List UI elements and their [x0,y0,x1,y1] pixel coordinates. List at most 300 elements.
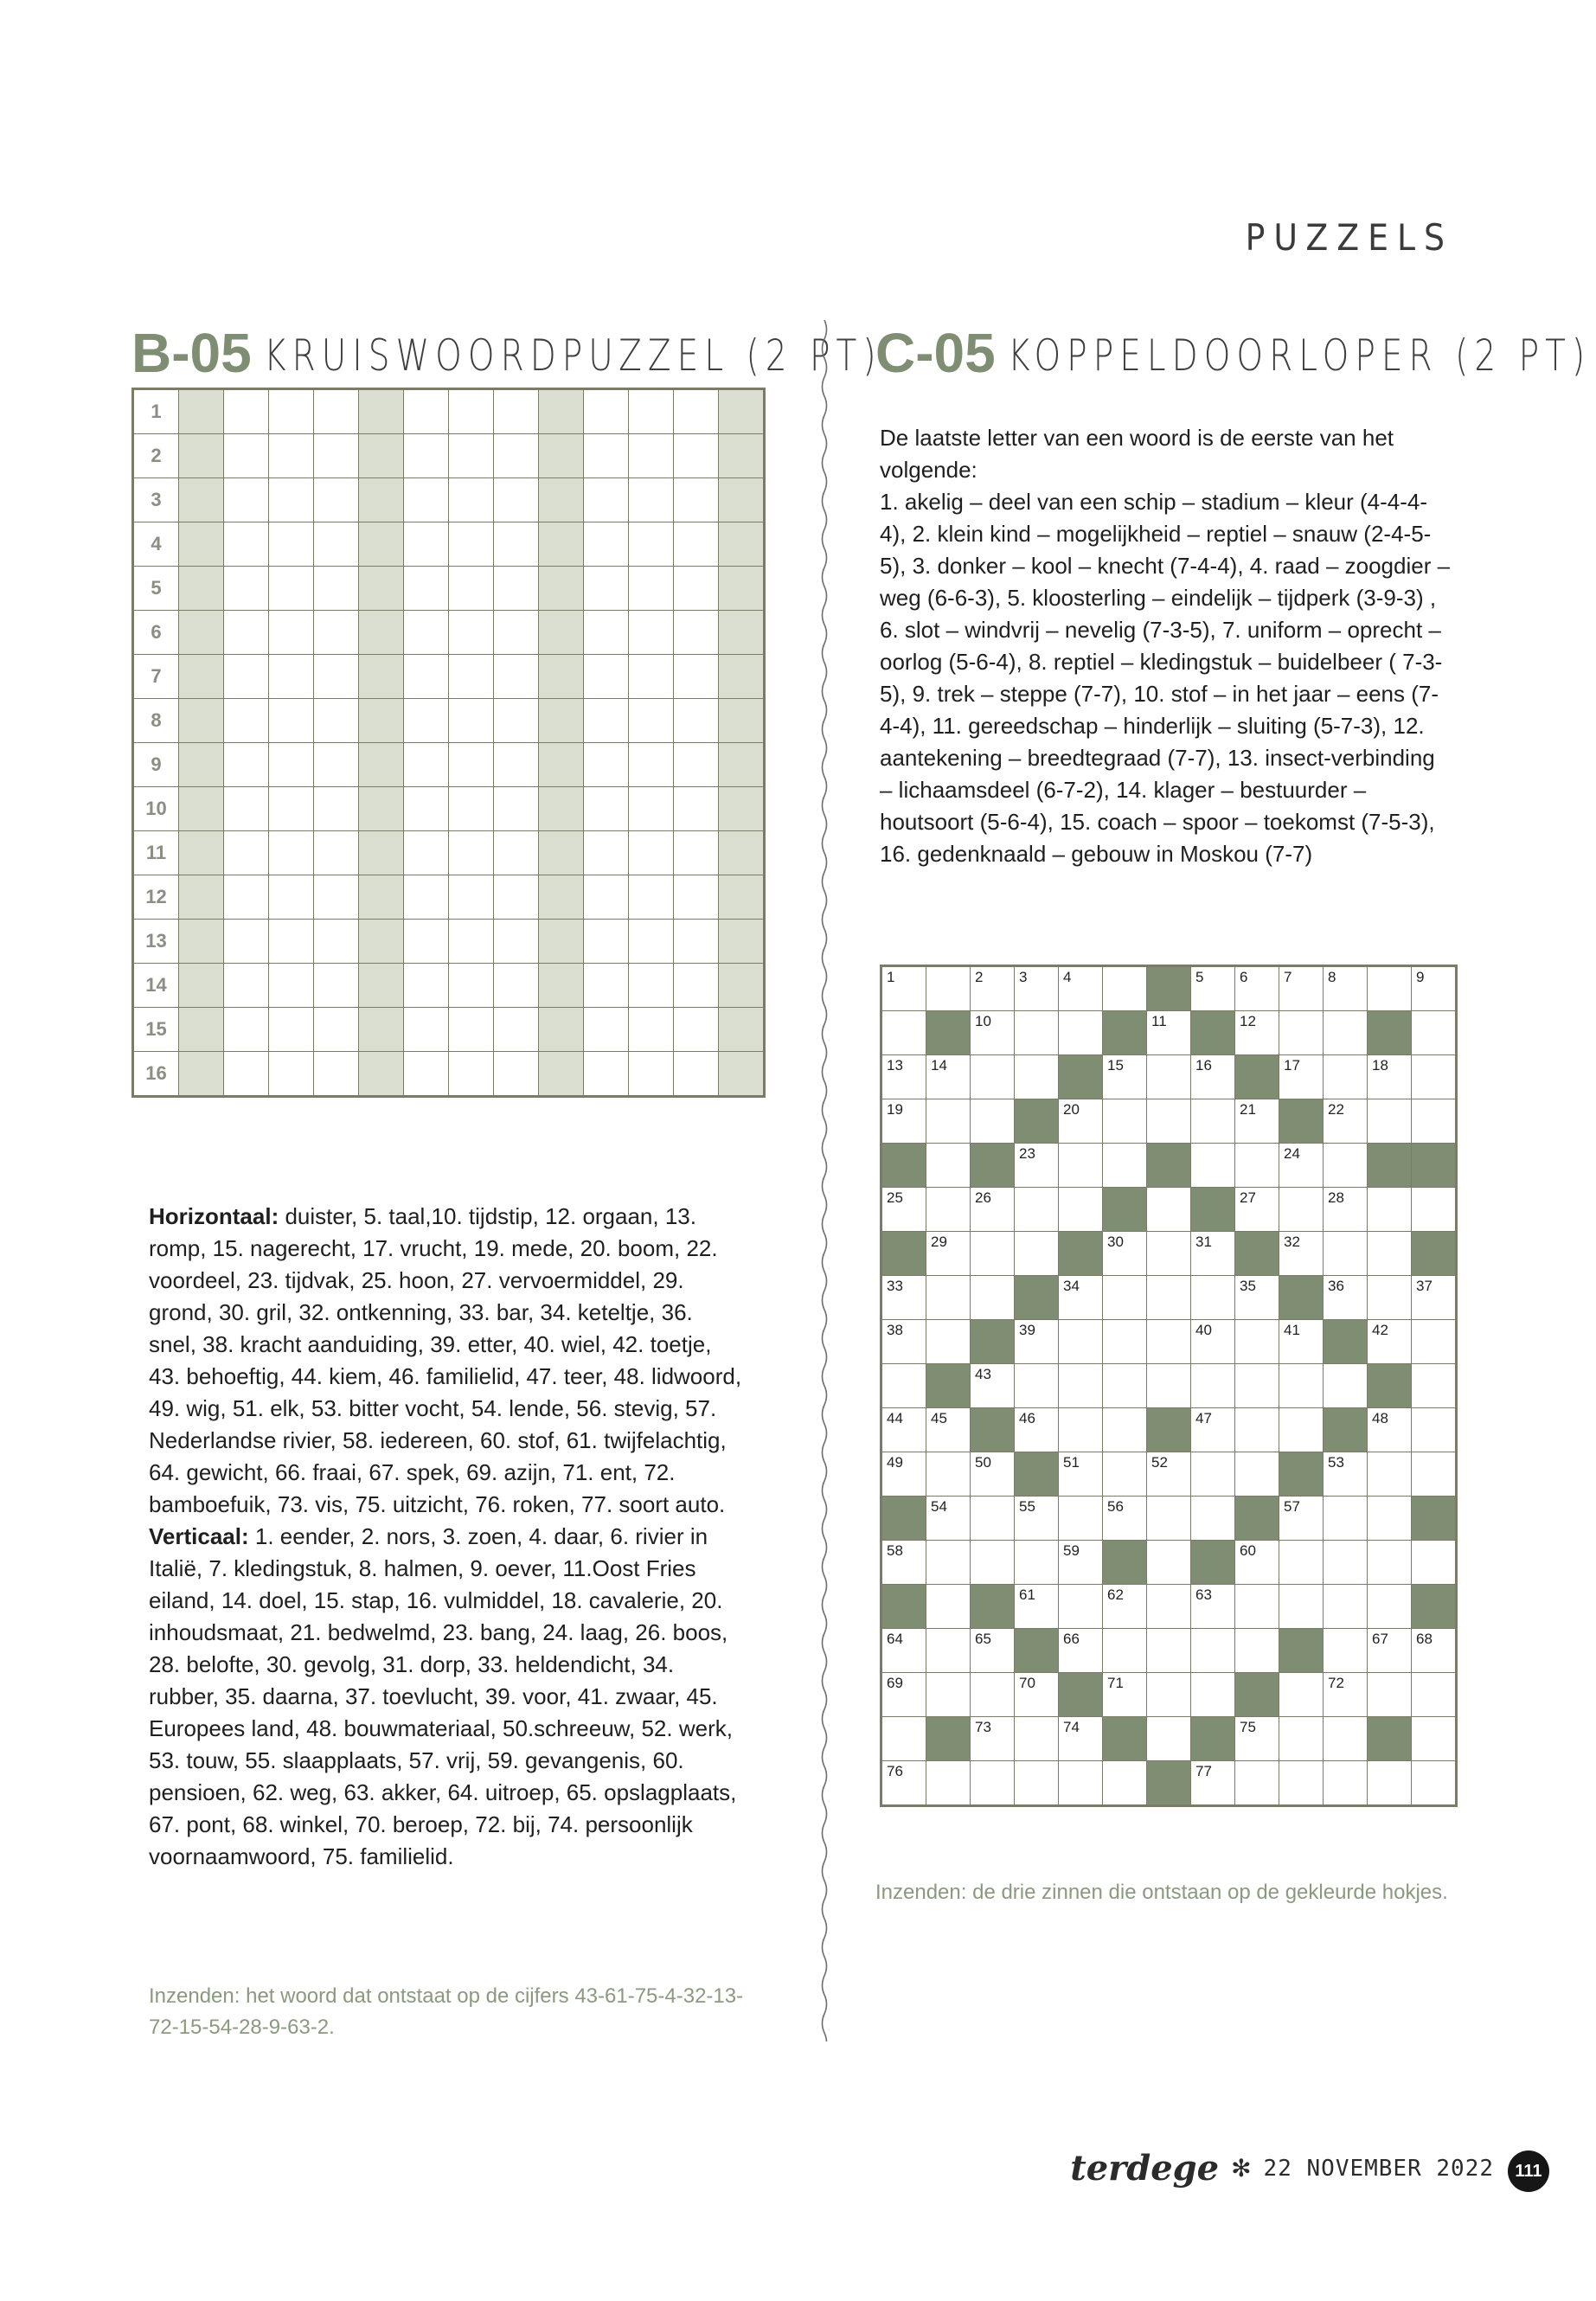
grid-cell[interactable] [1059,1452,1103,1497]
grid-cell[interactable] [1147,1673,1191,1717]
grid-cell[interactable] [404,699,449,743]
grid-cell[interactable] [494,478,539,522]
grid-cell[interactable] [1235,1364,1279,1408]
colored-cell[interactable] [1059,1232,1103,1276]
grid-cell[interactable] [1059,1320,1103,1364]
grid-cell[interactable] [404,743,449,787]
grid-cell[interactable] [494,390,539,434]
shaded-cell[interactable] [359,1008,404,1052]
grid-cell[interactable] [971,1011,1015,1055]
colored-cell[interactable] [1103,1188,1147,1232]
grid-cell[interactable] [1103,1629,1147,1673]
shaded-cell[interactable] [179,964,224,1008]
grid-cell[interactable] [882,1276,926,1320]
grid-cell[interactable] [494,611,539,655]
colored-cell[interactable] [1368,1144,1412,1188]
grid-cell[interactable] [1279,1717,1324,1761]
grid-cell[interactable] [882,1011,926,1055]
grid-cell[interactable] [1368,1232,1412,1276]
grid-cell[interactable] [494,699,539,743]
colored-cell[interactable] [1235,1497,1279,1541]
grid-cell[interactable] [314,1052,359,1096]
shaded-cell[interactable] [359,743,404,787]
grid-cell[interactable] [882,1629,926,1673]
grid-cell[interactable] [1368,967,1412,1011]
shaded-cell[interactable] [539,875,584,920]
grid-cell[interactable] [926,1188,971,1232]
grid-cell[interactable] [1235,967,1279,1011]
colored-cell[interactable] [1191,1717,1235,1761]
grid-cell[interactable] [1191,1761,1235,1805]
grid-cell[interactable] [269,831,314,875]
grid-cell[interactable] [1412,1408,1456,1452]
colored-cell[interactable] [1147,967,1191,1011]
grid-cell[interactable] [1147,1717,1191,1761]
shaded-cell[interactable] [539,1052,584,1096]
shaded-cell[interactable] [539,434,584,478]
grid-cell[interactable] [1015,1144,1059,1188]
grid-cell[interactable] [224,522,269,567]
grid-cell[interactable] [1191,1364,1235,1408]
grid-cell[interactable] [971,967,1015,1011]
grid-cell[interactable] [1235,1320,1279,1364]
grid-cell[interactable] [1235,1144,1279,1188]
grid-cell[interactable] [494,787,539,831]
grid-cell[interactable] [224,699,269,743]
grid-cell[interactable] [629,787,674,831]
grid-cell[interactable] [1103,1408,1147,1452]
shaded-cell[interactable] [539,655,584,699]
grid-cell[interactable] [926,1541,971,1585]
grid-cell[interactable] [449,522,494,567]
grid-cell[interactable] [224,743,269,787]
grid-cell[interactable] [314,964,359,1008]
grid-cell[interactable] [269,964,314,1008]
grid-cell[interactable] [1412,1452,1456,1497]
grid-cell[interactable] [1279,1408,1324,1452]
grid-cell[interactable] [1059,1364,1103,1408]
grid-cell[interactable] [314,390,359,434]
colored-cell[interactable] [882,1232,926,1276]
grid-cell[interactable] [882,967,926,1011]
grid-cell[interactable] [404,875,449,920]
grid-cell[interactable] [971,1673,1015,1717]
grid-cell[interactable] [449,390,494,434]
grid-cell[interactable] [1412,1055,1456,1099]
grid-cell[interactable] [971,1055,1015,1099]
grid-cell[interactable] [224,964,269,1008]
shaded-cell[interactable] [179,655,224,699]
grid-cell[interactable] [269,478,314,522]
grid-cell[interactable] [1015,967,1059,1011]
grid-cell[interactable] [494,875,539,920]
colored-cell[interactable] [1368,1717,1412,1761]
grid-cell[interactable] [971,1276,1015,1320]
grid-cell[interactable] [1412,1320,1456,1364]
grid-cell[interactable] [224,1008,269,1052]
shaded-cell[interactable] [179,1052,224,1096]
grid-cell[interactable] [882,1541,926,1585]
grid-cell[interactable] [674,1052,719,1096]
grid-cell[interactable] [494,1008,539,1052]
grid-cell[interactable] [1279,1011,1324,1055]
grid-cell[interactable] [1368,1585,1412,1629]
grid-cell[interactable] [1015,1761,1059,1805]
grid-cell[interactable] [674,743,719,787]
grid-cell[interactable] [1368,1408,1412,1452]
shaded-cell[interactable] [359,522,404,567]
grid-cell[interactable] [1015,1585,1059,1629]
grid-cell[interactable] [1368,1673,1412,1717]
grid-cell[interactable] [1015,1408,1059,1452]
grid-cell[interactable] [629,964,674,1008]
grid-cell[interactable] [1235,1761,1279,1805]
grid-cell[interactable] [314,787,359,831]
grid-cell[interactable] [1147,1099,1191,1144]
grid-cell[interactable] [584,743,629,787]
shaded-cell[interactable] [719,434,764,478]
grid-cell[interactable] [449,875,494,920]
grid-cell[interactable] [629,1052,674,1096]
grid-cell[interactable] [1015,1188,1059,1232]
shaded-cell[interactable] [359,611,404,655]
grid-cell[interactable] [1235,1452,1279,1497]
colored-cell[interactable] [1279,1276,1324,1320]
grid-cell[interactable] [971,1452,1015,1497]
grid-cell[interactable] [1279,1188,1324,1232]
grid-cell[interactable] [926,1408,971,1452]
grid-cell[interactable] [1412,1188,1456,1232]
shaded-cell[interactable] [359,478,404,522]
grid-cell[interactable] [1279,1144,1324,1188]
shaded-cell[interactable] [179,699,224,743]
grid-cell[interactable] [314,831,359,875]
grid-cell[interactable] [1191,1452,1235,1497]
grid-cell[interactable] [494,434,539,478]
grid-cell[interactable] [674,611,719,655]
shaded-cell[interactable] [179,875,224,920]
colored-cell[interactable] [1235,1055,1279,1099]
grid-cell[interactable] [404,1008,449,1052]
grid-cell[interactable] [1324,1276,1368,1320]
grid-cell[interactable] [882,1673,926,1717]
grid-cell[interactable] [882,1717,926,1761]
grid-cell[interactable] [224,875,269,920]
shaded-cell[interactable] [539,743,584,787]
grid-cell[interactable] [971,1629,1015,1673]
grid-cell[interactable] [1103,1364,1147,1408]
grid-cell[interactable] [1059,1188,1103,1232]
grid-cell[interactable] [314,434,359,478]
grid-cell[interactable] [1059,1629,1103,1673]
grid-cell[interactable] [629,1008,674,1052]
grid-cell[interactable] [224,920,269,964]
grid-cell[interactable] [1015,1497,1059,1541]
colored-cell[interactable] [1191,1188,1235,1232]
grid-cell[interactable] [1103,967,1147,1011]
grid-cell[interactable] [1015,1320,1059,1364]
grid-cell[interactable] [1324,1761,1368,1805]
colored-cell[interactable] [1015,1629,1059,1673]
grid-cell[interactable] [674,964,719,1008]
shaded-cell[interactable] [539,611,584,655]
grid-cell[interactable] [674,699,719,743]
shaded-cell[interactable] [539,831,584,875]
grid-cell[interactable] [224,787,269,831]
grid-cell[interactable] [629,567,674,611]
grid-cell[interactable] [404,787,449,831]
shaded-cell[interactable] [719,831,764,875]
grid-cell[interactable] [674,390,719,434]
grid-cell[interactable] [1368,1761,1412,1805]
grid-cell[interactable] [1015,1055,1059,1099]
shaded-cell[interactable] [719,787,764,831]
grid-cell[interactable] [1147,1364,1191,1408]
grid-cell[interactable] [1059,1585,1103,1629]
colored-cell[interactable] [1368,1011,1412,1055]
grid-cell[interactable] [1412,1541,1456,1585]
grid-cell[interactable] [269,611,314,655]
grid-cell[interactable] [584,567,629,611]
grid-cell[interactable] [494,567,539,611]
grid-cell[interactable] [1059,1717,1103,1761]
grid-cell[interactable] [1412,967,1456,1011]
grid-cell[interactable] [629,699,674,743]
shaded-cell[interactable] [719,655,764,699]
shaded-cell[interactable] [719,875,764,920]
grid-cell[interactable] [674,434,719,478]
grid-cell[interactable] [1324,1717,1368,1761]
grid-cell[interactable] [1191,1629,1235,1673]
grid-cell[interactable] [1103,1761,1147,1805]
grid-cell[interactable] [1412,1673,1456,1717]
grid-cell[interactable] [926,1276,971,1320]
shaded-cell[interactable] [539,478,584,522]
colored-cell[interactable] [882,1585,926,1629]
grid-cell[interactable] [1103,1497,1147,1541]
grid-cell[interactable] [224,831,269,875]
grid-cell[interactable] [674,787,719,831]
colored-cell[interactable] [971,1144,1015,1188]
colored-cell[interactable] [971,1320,1015,1364]
grid-cell[interactable] [449,1008,494,1052]
grid-cell[interactable] [926,1320,971,1364]
grid-cell[interactable] [1191,1099,1235,1144]
grid-cell[interactable] [1368,1276,1412,1320]
shaded-cell[interactable] [719,699,764,743]
colored-cell[interactable] [1147,1144,1191,1188]
shaded-cell[interactable] [179,390,224,434]
grid-cell[interactable] [1059,967,1103,1011]
grid-cell[interactable] [882,1099,926,1144]
grid-cell[interactable] [1059,1276,1103,1320]
shaded-cell[interactable] [179,611,224,655]
grid-cell[interactable] [1059,1541,1103,1585]
grid-cell[interactable] [971,1232,1015,1276]
grid-cell[interactable] [404,964,449,1008]
grid-cell[interactable] [269,743,314,787]
grid-cell[interactable] [926,1629,971,1673]
grid-cell[interactable] [1412,1011,1456,1055]
shaded-cell[interactable] [359,787,404,831]
grid-cell[interactable] [1279,1585,1324,1629]
grid-cell[interactable] [584,875,629,920]
grid-cell[interactable] [674,478,719,522]
grid-cell[interactable] [224,655,269,699]
colored-cell[interactable] [1324,1408,1368,1452]
grid-cell[interactable] [494,831,539,875]
grid-cell[interactable] [449,920,494,964]
colored-cell[interactable] [1412,1497,1456,1541]
grid-cell[interactable] [1103,1099,1147,1144]
grid-cell[interactable] [1324,1011,1368,1055]
grid-cell[interactable] [314,522,359,567]
grid-cell[interactable] [882,1320,926,1364]
grid-cell[interactable] [269,920,314,964]
grid-cell[interactable] [629,875,674,920]
shaded-cell[interactable] [179,743,224,787]
grid-cell[interactable] [926,1673,971,1717]
shaded-cell[interactable] [179,434,224,478]
grid-cell[interactable] [1412,1099,1456,1144]
grid-cell[interactable] [882,1761,926,1805]
grid-cell[interactable] [674,522,719,567]
grid-cell[interactable] [971,1099,1015,1144]
shaded-cell[interactable] [719,567,764,611]
grid-cell[interactable] [1015,1717,1059,1761]
colored-cell[interactable] [1015,1276,1059,1320]
grid-cell[interactable] [1059,1011,1103,1055]
shaded-cell[interactable] [179,478,224,522]
grid-cell[interactable] [926,1497,971,1541]
grid-cell[interactable] [1191,1673,1235,1717]
grid-cell[interactable] [269,567,314,611]
grid-cell[interactable] [971,1717,1015,1761]
grid-cell[interactable] [269,787,314,831]
grid-cell[interactable] [1368,1497,1412,1541]
grid-cell[interactable] [1059,1144,1103,1188]
grid-cell[interactable] [584,787,629,831]
grid-cell[interactable] [1191,1232,1235,1276]
grid-cell[interactable] [224,611,269,655]
colored-cell[interactable] [1147,1408,1191,1452]
grid-cell[interactable] [926,1055,971,1099]
grid-cell[interactable] [584,655,629,699]
grid-cell[interactable] [269,390,314,434]
grid-cell[interactable] [1412,1629,1456,1673]
grid-cell[interactable] [584,611,629,655]
grid-cell[interactable] [1279,1761,1324,1805]
colored-cell[interactable] [971,1408,1015,1452]
colored-cell[interactable] [1412,1144,1456,1188]
grid-cell[interactable] [314,567,359,611]
shaded-cell[interactable] [539,787,584,831]
grid-cell[interactable] [1235,1099,1279,1144]
grid-cell[interactable] [1191,1585,1235,1629]
grid-cell[interactable] [404,831,449,875]
grid-cell[interactable] [1324,1629,1368,1673]
grid-cell[interactable] [629,390,674,434]
grid-cell[interactable] [1368,1541,1412,1585]
grid-cell[interactable] [494,655,539,699]
grid-cell[interactable] [584,522,629,567]
grid-cell[interactable] [1235,1408,1279,1452]
shaded-cell[interactable] [179,787,224,831]
grid-cell[interactable] [584,1008,629,1052]
grid-cell[interactable] [971,1497,1015,1541]
shaded-cell[interactable] [179,522,224,567]
colored-cell[interactable] [926,1364,971,1408]
grid-cell[interactable] [971,1761,1015,1805]
grid-cell[interactable] [1368,1099,1412,1144]
shaded-cell[interactable] [719,743,764,787]
grid-cell[interactable] [449,743,494,787]
colored-cell[interactable] [1368,1364,1412,1408]
grid-cell[interactable] [629,743,674,787]
grid-cell[interactable] [1368,1452,1412,1497]
grid-cell[interactable] [1324,1188,1368,1232]
grid-cell[interactable] [971,1188,1015,1232]
grid-cell[interactable] [1059,1099,1103,1144]
grid-cell[interactable] [494,743,539,787]
grid-cell[interactable] [449,611,494,655]
shaded-cell[interactable] [359,699,404,743]
colored-cell[interactable] [1279,1099,1324,1144]
grid-cell[interactable] [449,964,494,1008]
shaded-cell[interactable] [539,920,584,964]
grid-cell[interactable] [494,964,539,1008]
grid-cell[interactable] [269,655,314,699]
grid-cell[interactable] [971,1541,1015,1585]
grid-cell[interactable] [674,920,719,964]
grid-cell[interactable] [269,1008,314,1052]
grid-cell[interactable] [1191,1144,1235,1188]
grid-cell[interactable] [1059,1408,1103,1452]
grid-cell[interactable] [1191,1408,1235,1452]
grid-cell[interactable] [584,920,629,964]
grid-cell[interactable] [584,964,629,1008]
shaded-cell[interactable] [539,522,584,567]
shaded-cell[interactable] [719,964,764,1008]
grid-cell[interactable] [1191,1497,1235,1541]
shaded-cell[interactable] [359,920,404,964]
grid-cell[interactable] [1147,1188,1191,1232]
grid-cell[interactable] [1059,1761,1103,1805]
grid-cell[interactable] [1324,1099,1368,1144]
colored-cell[interactable] [1412,1585,1456,1629]
grid-cell[interactable] [1324,1364,1368,1408]
grid-cell[interactable] [449,567,494,611]
shaded-cell[interactable] [179,1008,224,1052]
colored-cell[interactable] [926,1011,971,1055]
grid-cell[interactable] [926,1761,971,1805]
grid-cell[interactable] [449,434,494,478]
grid-cell[interactable] [1235,1717,1279,1761]
grid-cell[interactable] [224,1052,269,1096]
grid-cell[interactable] [1412,1717,1456,1761]
colored-cell[interactable] [882,1497,926,1541]
shaded-cell[interactable] [719,1008,764,1052]
shaded-cell[interactable] [359,964,404,1008]
grid-cell[interactable] [1015,1011,1059,1055]
grid-cell[interactable] [449,787,494,831]
colored-cell[interactable] [1059,1673,1103,1717]
grid-cell[interactable] [1015,1364,1059,1408]
grid-cell[interactable] [1279,1673,1324,1717]
grid-cell[interactable] [1412,1364,1456,1408]
grid-cell[interactable] [926,967,971,1011]
grid-cell[interactable] [1147,1452,1191,1497]
